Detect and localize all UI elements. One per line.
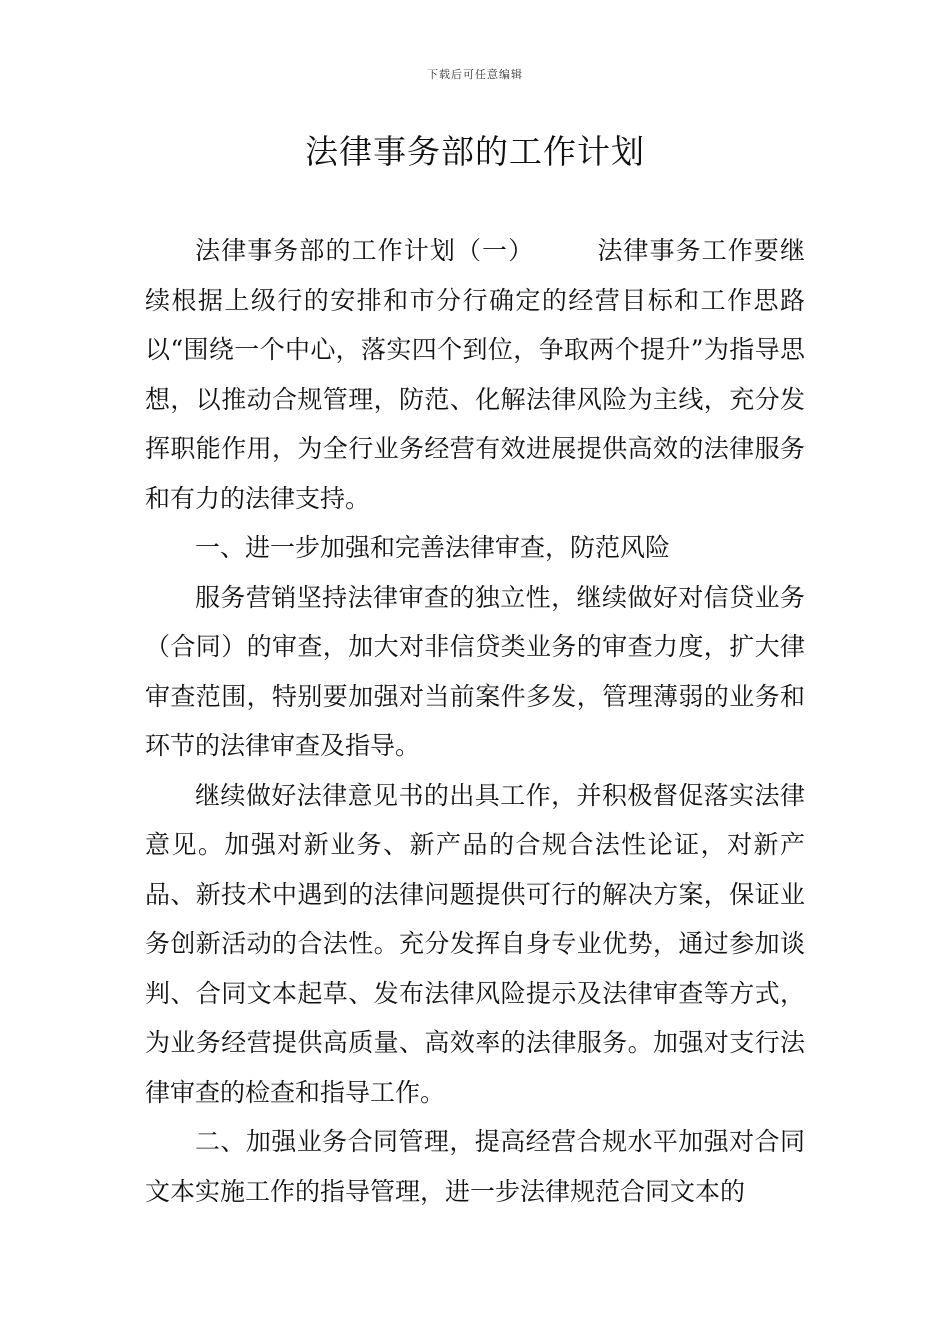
document-body bbox=[145, 226, 805, 1216]
paragraph-intro-text: 法律事务工作要继续根据上级行的安排和市分行确定的经营目标和工作思路以“围绕一个中心，落实四个到位，争取两个提升”为指导思想，以推动合规管理，防范、化解法律风险为主线，充分发挥职能作用，为全行业务经营有效进展提供高效的法律服务和有力的法律支持。 bbox=[145, 236, 805, 513]
section-heading-2: 二、加强业务合同管理，提高经营合规水平加强对合同文本实施工作的指导管理，进一步法律规范合同文本的 bbox=[145, 1127, 805, 1206]
document-title: 法律事务部的工作计划 bbox=[305, 132, 645, 171]
section-heading-1: 一、进一步加强和完善法律审查，防范风险 bbox=[195, 533, 671, 562]
paragraph-intro bbox=[145, 226, 805, 523]
paragraph-intro-lead: 法律事务部的工作计划（一） bbox=[195, 236, 535, 265]
page-header-note: 下载后可任意编辑 bbox=[427, 68, 523, 81]
paragraph-legal-review: 服务营销坚持法律审查的独立性，继续做好对信贷业务（合同）的审查，加大对非信贷类业务的审查力度，扩大律审查范围，特别要加强对当前案件多发，管理薄弱的业务和环节的法律审查及指导。 bbox=[145, 582, 805, 760]
paragraph-legal-opinion: 继续做好法律意见书的出具工作，并积极督促落实法律意见。加强对新业务、新产品的合规合法性论证，对新产品、新技术中遇到的法律问题提供可行的解决方案，保证业务创新活动的合法性。充分发挥自身专业优势，通过参加谈判、合同文本起草、发布法律风险提示及法律审查等方式，为业务经营提供高质量、高效率的法律服务。加强对支行法律审查的检查和指导工作。 bbox=[145, 780, 805, 1107]
